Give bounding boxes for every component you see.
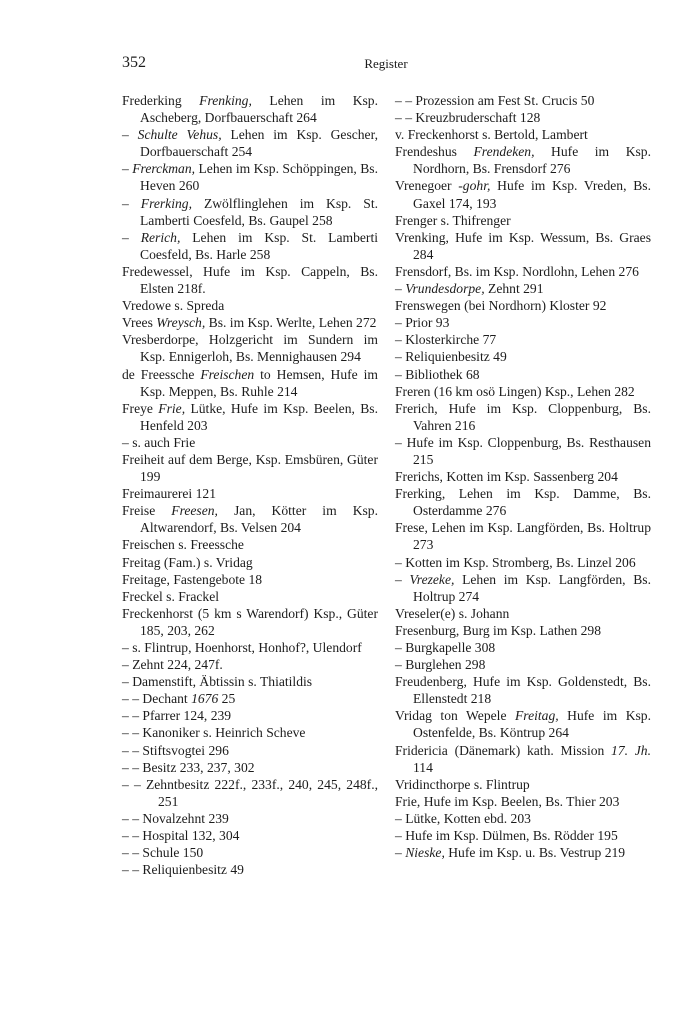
entry-text: Klosterkirche 77 (405, 332, 497, 348)
entry-text: Hufe im Ksp. u. Bs. Vestrup 219 (444, 845, 626, 861)
index-entry (395, 348, 651, 365)
index-entry (122, 297, 378, 314)
entry-variant-italic: Rerich, (140, 229, 181, 245)
index-entry (395, 366, 651, 383)
continuation-dash: – – (122, 810, 143, 826)
entry-variant-italic: Frendeken, (473, 144, 535, 160)
continuation-dash: – – (122, 759, 143, 775)
entry-text: Lütke, Hufe im Ksp. Beelen, Bs. Henfeld 203 (140, 400, 378, 433)
entry-text: Reliquienbesitz 49 (142, 862, 244, 878)
index-entry (395, 331, 651, 348)
entry-text: Vrees (122, 315, 157, 331)
continuation-dash: – (122, 657, 133, 673)
index-entry (122, 229, 378, 263)
continuation-dash: – (122, 640, 133, 655)
continuation-dash: – (395, 810, 406, 826)
entry-text: Freckenhorst (5 km s Warendorf) Ksp., Güter 185, 203, 262 (122, 605, 378, 638)
index-entry (395, 143, 651, 177)
entry-variant-italic: Frerckman, (132, 161, 196, 177)
entry-text: Hufe im Ksp. Cloppenburg, Bs. Resthausen 215 (406, 434, 651, 467)
continuation-dash: – – (122, 742, 143, 758)
continuation-dash: – (395, 554, 406, 570)
index-entry (395, 263, 651, 280)
index-entry (122, 673, 378, 690)
entry-text: Kanoniker s. Heinrich Scheve (142, 725, 306, 741)
continuation-dash: – – (395, 93, 416, 108)
entry-text: Frensdorf, Bs. im Ksp. Nordlohn, Lehen 276 (395, 263, 639, 279)
continuation-dash: – (122, 127, 138, 143)
index-entry (122, 844, 378, 861)
index-entry (395, 280, 651, 297)
entry-text: Zehnt 291 (484, 281, 544, 297)
entry-text: Kreuzbruderschaft 128 (415, 110, 541, 126)
index-entry (395, 605, 651, 622)
index-entry (395, 229, 651, 263)
index-entry (122, 742, 378, 759)
index-entry (122, 554, 378, 571)
entry-text: Fridericia (Dänemark) kath. Mission (395, 742, 612, 758)
entry-text: Zwölflinglehen im Ksp. St. Lamberti Coesfeld, Bs. Gaupel 258 (140, 195, 378, 228)
index-entry (122, 126, 378, 160)
entry-text: Frie, Hufe im Ksp. Beelen, Bs. Thier 203 (395, 793, 620, 809)
entry-text: Freudenberg, Hufe im Ksp. Goldenstedt, Bs. Ellenstedt 218 (395, 674, 651, 707)
continuation-dash: – – (122, 725, 143, 741)
entry-text: Frederking (122, 93, 200, 108)
entry-text: Besitz 233, 237, 302 (142, 759, 255, 775)
continuation-dash: – (395, 828, 406, 844)
index-entry (395, 92, 651, 109)
entry-text: Vrenegoer (395, 178, 459, 194)
index-entry (395, 571, 651, 605)
index-column-left (122, 92, 378, 878)
entry-variant-italic: Frenking, (199, 93, 252, 108)
index-entry (122, 827, 378, 844)
entry-text: Jan, Kötter im Ksp. Altwarendorf, Bs. Velsen 204 (140, 503, 378, 536)
running-head: Register (364, 56, 408, 71)
entry-text: Frerichs, Kotten im Ksp. Sassenberg 204 (395, 469, 618, 485)
entry-text: s. auch Frie (132, 434, 196, 450)
entry-variant-italic: Freitag, (514, 708, 559, 724)
entry-text: Freren (16 km osö Lingen) Ksp., Lehen 282 (395, 383, 635, 399)
index-entry (122, 502, 378, 536)
index-entry (395, 383, 651, 400)
entry-text: s. Flintrup, Hoenhorst, Honhof?, Ulendorf (132, 640, 362, 655)
entry-text: Burglehen 298 (405, 657, 486, 673)
index-entry (122, 707, 378, 724)
continuation-dash: – (395, 845, 406, 861)
entry-variant-italic: Schulte Vehus, (137, 127, 222, 143)
index-entry (395, 400, 651, 434)
continuation-dash: – – (122, 691, 143, 707)
page-number: 352 (122, 54, 146, 71)
entry-text: Vridincthorpe s. Flintrup (395, 776, 530, 792)
continuation-dash: – – (122, 862, 143, 878)
entry-text: Lehen im Ksp. Gescher, Dorfbauerschaft 254 (140, 127, 378, 160)
continuation-dash: – (122, 161, 133, 177)
entry-text: Lehen im Ksp. St. Lamberti Coesfeld, Bs. Harle 258 (140, 229, 378, 262)
page-header (122, 54, 650, 74)
entry-text: Stiftsvogtei 296 (142, 742, 229, 758)
continuation-dash: – (395, 657, 406, 673)
entry-text: Frese, Lehen im Ksp. Langförden, Bs. Holtrup 273 (395, 520, 651, 553)
index-entry (395, 673, 651, 707)
index-entry (122, 195, 378, 229)
index-entry (395, 519, 651, 553)
entry-text: Vridag ton Wepele (395, 708, 515, 724)
entry-variant-italic: Nieske, (405, 845, 445, 861)
entry-text: Vreseler(e) s. Johann (395, 605, 510, 621)
index-entry (395, 827, 651, 844)
continuation-dash: – (122, 195, 141, 211)
index-entry (395, 297, 651, 314)
entry-variant-italic: Vrezeke, (409, 571, 455, 587)
entry-variant-italic: Frie, (158, 400, 186, 416)
index-column-right (395, 92, 651, 861)
entry-text: Freye (122, 400, 159, 416)
entry-text: Lehen im Ksp. Ascheberg, Dorfbauerschaft 264 (140, 93, 378, 126)
index-entry (122, 400, 378, 434)
entry-text: Hufe im Ksp. Dülmen, Bs. Rödder 195 (405, 828, 618, 844)
entry-variant-italic: 17. Jh. (611, 742, 651, 758)
entry-text: Bibliothek 68 (405, 366, 480, 382)
entry-text: 25 (218, 691, 236, 707)
entry-text: v. Freckenhorst s. Bertold, Lambert (395, 127, 588, 143)
entry-text: Freimaurerei 121 (122, 486, 216, 502)
entry-text: Novalzehnt 239 (142, 810, 229, 826)
index-entry (122, 331, 378, 365)
index-entry (395, 844, 651, 861)
index-entry (122, 605, 378, 639)
entry-text: Prozession am Fest St. Crucis 50 (415, 93, 595, 108)
index-entry (122, 810, 378, 827)
entry-text: Freitag (Fam.) s. Vridag (122, 554, 253, 570)
index-entry (122, 724, 378, 741)
index-entry (395, 639, 651, 656)
continuation-dash: – – (122, 708, 143, 724)
entry-text: Damenstift, Äbtissin s. Thiatildis (132, 674, 313, 690)
continuation-dash: – (395, 281, 406, 297)
index-entry (395, 622, 651, 639)
entry-text: Frendeshus (395, 144, 474, 160)
continuation-dash: – – (395, 110, 416, 126)
entry-text: 114 (413, 759, 433, 775)
index-entry (395, 126, 651, 143)
entry-text: Vresberdorpe, Holzgericht im Sundern im Ksp. Ennigerloh, Bs. Mennighausen 294 (122, 332, 378, 365)
index-entry (122, 434, 378, 451)
index-entry (122, 536, 378, 553)
entry-variant-italic: Freesen, (171, 503, 218, 519)
entry-text: Reliquienbesitz 49 (405, 349, 507, 365)
index-entry (395, 776, 651, 793)
index-entry (122, 588, 378, 605)
entry-text: Hufe im Ksp. Ostenfelde, Bs. Köntrup 264 (413, 708, 651, 741)
continuation-dash: – – (122, 845, 143, 861)
entry-text: Freischen s. Freessche (122, 537, 244, 553)
index-entry (122, 366, 378, 400)
index-entry (122, 160, 378, 194)
index-entry (122, 451, 378, 485)
entry-text: Frenger s. Thifrenger (395, 212, 511, 228)
continuation-dash: – (395, 571, 410, 587)
entry-text: Burgkapelle 308 (405, 640, 496, 655)
entry-text: Vrenking, Hufe im Ksp. Wessum, Bs. Graes 284 (395, 229, 651, 262)
index-entry (395, 468, 651, 485)
index-entry (395, 742, 651, 776)
entry-text: Fredewessel, Hufe im Ksp. Cappeln, Bs. Elsten 218f. (122, 263, 378, 297)
index-entry (122, 656, 378, 673)
entry-text: Freiheit auf dem Berge, Ksp. Emsbüren, Güter 199 (122, 451, 378, 485)
entry-text: Hufe im Ksp. Nordhorn, Bs. Frensdorf 276 (413, 144, 651, 177)
continuation-dash: – (395, 366, 406, 382)
entry-text: Frenswegen (bei Nordhorn) Kloster 92 (395, 298, 607, 314)
entry-variant-italic: Freischen (200, 366, 255, 382)
entry-text: Prior 93 (405, 315, 450, 331)
entry-variant-italic: Frerking, (140, 195, 192, 211)
index-entry (395, 656, 651, 673)
continuation-dash: – (122, 674, 133, 690)
continuation-dash: – (122, 229, 141, 245)
continuation-dash: – (122, 434, 133, 450)
index-entry (122, 263, 378, 297)
index-entry (395, 485, 651, 519)
index-entry (395, 554, 651, 571)
entry-text: Zehnt 224, 247f. (132, 657, 223, 673)
entry-text: Zehntbesitz 222f., 233f., 240, 245, 248f., 251 (145, 776, 378, 809)
entry-text: de Freessche (122, 366, 201, 382)
entry-text: Schule 150 (142, 845, 204, 861)
entry-text: Lehen im Ksp. Langförden, Bs. Holtrup 274 (413, 571, 651, 604)
index-entry (395, 793, 651, 810)
index-entry (122, 92, 378, 126)
entry-text: Fresenburg, Burg im Ksp. Lathen 298 (395, 622, 602, 638)
index-entry (395, 810, 651, 827)
index-entry (122, 639, 378, 656)
index-entry (122, 485, 378, 502)
entry-text: Freitage, Fastengebote 18 (122, 571, 263, 587)
entry-text: Lütke, Kotten ebd. 203 (405, 810, 531, 826)
entry-text: Dechant (142, 691, 192, 707)
index-entry (395, 177, 651, 211)
continuation-dash: – (395, 434, 407, 450)
index-entry (395, 707, 651, 741)
continuation-dash: – – (122, 828, 143, 844)
entry-variant-italic: Vrundesdorpe, (405, 281, 485, 297)
entry-text: Freise (122, 503, 172, 519)
entry-variant-italic: -gohr, (458, 178, 491, 194)
index-entry (122, 690, 378, 707)
entry-text: Frerich, Hufe im Ksp. Cloppenburg, Bs. Vahren 216 (395, 400, 651, 433)
entry-text: Hufe im Ksp. Vreden, Bs. Gaxel 174, 193 (413, 178, 651, 211)
entry-text: Lehen im Ksp. Schöppingen, Bs. Heven 260 (140, 161, 379, 194)
entry-text: to Hemsen, Hufe im Ksp. Meppen, Bs. Ruhle 214 (140, 366, 378, 399)
entry-variant-italic: 1676 (191, 691, 219, 707)
index-entry (122, 861, 378, 878)
continuation-dash: – (395, 332, 406, 348)
entry-text: Bs. im Ksp. Werlte, Lehen 272 (205, 315, 377, 331)
entry-variant-italic: Wreysch, (156, 315, 206, 331)
continuation-dash: – (395, 349, 406, 365)
index-entry (122, 759, 378, 776)
index-entry (122, 776, 378, 810)
index-entry (122, 571, 378, 588)
entry-text: Vredowe s. Spreda (122, 298, 225, 314)
index-entry (395, 314, 651, 331)
continuation-dash: – – (122, 776, 146, 792)
index-entry (122, 314, 378, 331)
index-entry (395, 109, 651, 126)
index-entry (395, 434, 651, 468)
entry-text: Freckel s. Frackel (122, 588, 220, 604)
entry-text: Pfarrer 124, 239 (142, 708, 232, 724)
entry-text: Frerking, Lehen im Ksp. Damme, Bs. Osterdamme 276 (395, 486, 651, 519)
index-entry (395, 212, 651, 229)
continuation-dash: – (395, 315, 406, 331)
entry-text: Kotten im Ksp. Stromberg, Bs. Linzel 206 (405, 554, 636, 570)
entry-text: Hospital 132, 304 (142, 828, 240, 844)
continuation-dash: – (395, 640, 406, 655)
